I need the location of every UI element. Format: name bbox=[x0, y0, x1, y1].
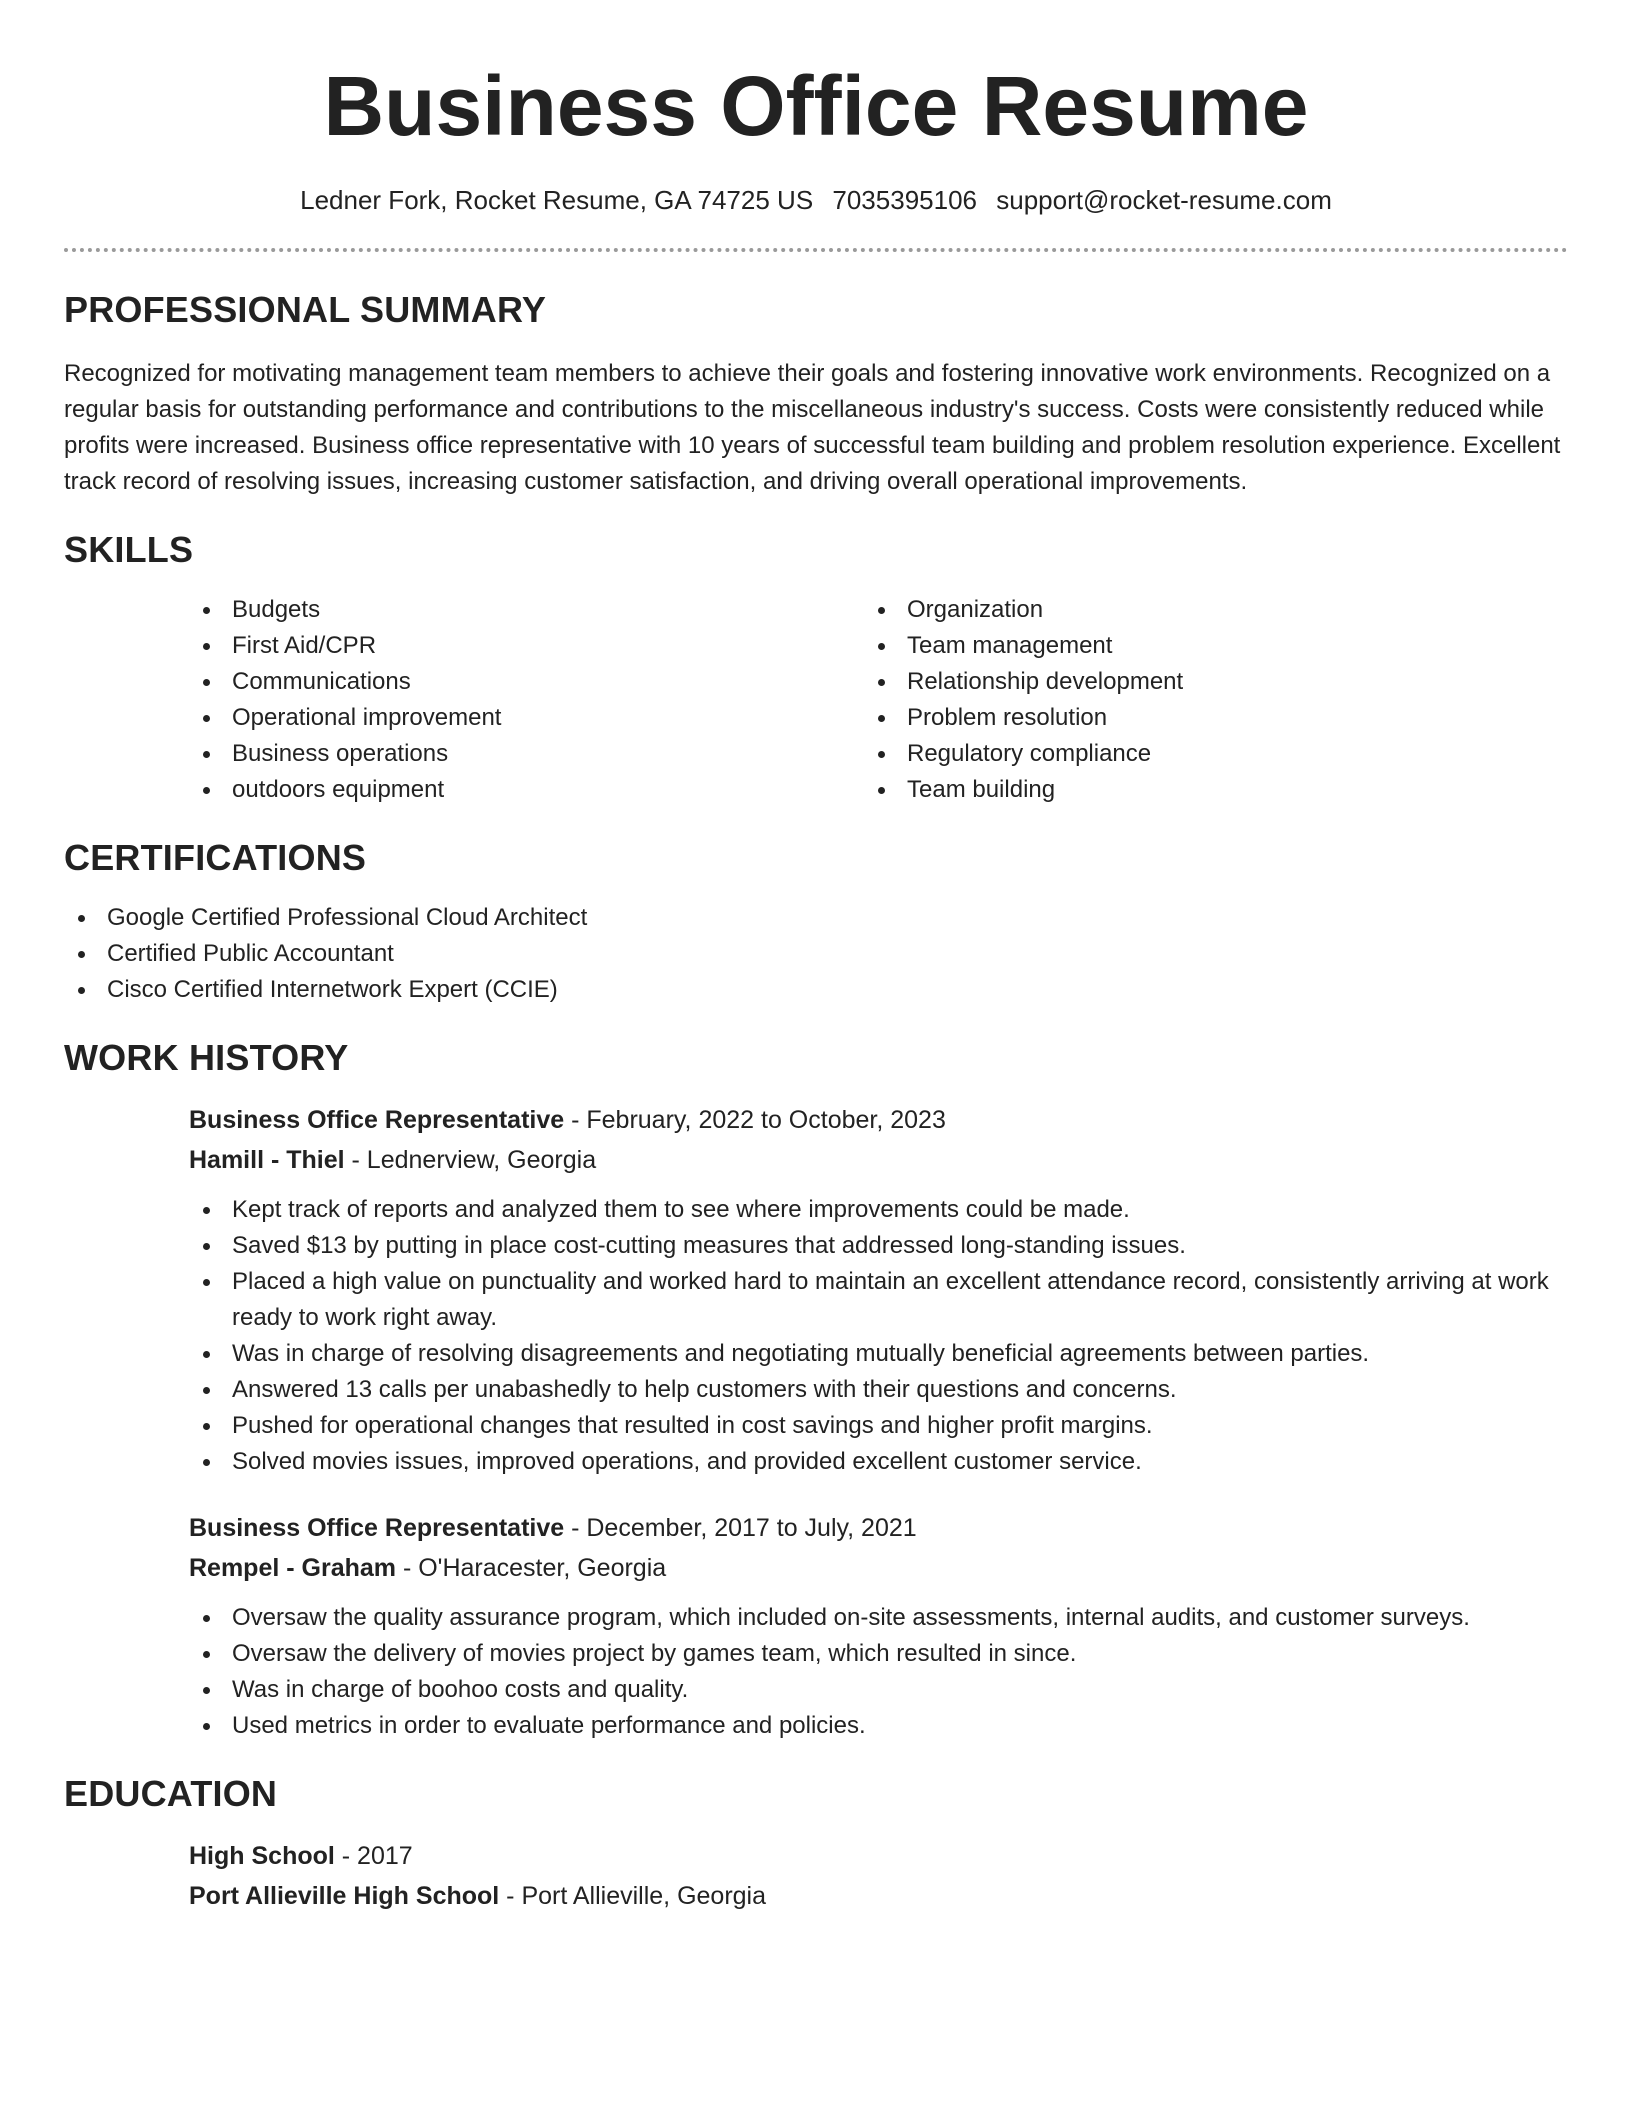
list-item: Was in charge of resolving disagreements and negotiating mutually beneficial agreements between parties. bbox=[189, 1336, 1568, 1372]
job-entry bbox=[189, 1100, 1568, 1480]
contact-line bbox=[64, 182, 1568, 218]
skills-list-right bbox=[864, 592, 1539, 808]
resume-page bbox=[64, 0, 1568, 1916]
list-item: Placed a high value on punctuality and worked hard to maintain an excellent attendance record, consistently arriving at work ready to work right away. bbox=[189, 1264, 1568, 1336]
list-item: Organization bbox=[864, 592, 1539, 628]
list-item: Team building bbox=[864, 772, 1539, 808]
job-location: - Lednerview, Georgia bbox=[344, 1146, 597, 1174]
contact-email: support@rocket-resume.com bbox=[996, 185, 1332, 215]
list-item: Saved $13 by putting in place cost-cutting measures that addressed long-standing issues. bbox=[189, 1228, 1568, 1264]
job-role: Business Office Representative bbox=[189, 1514, 565, 1542]
work-history-heading: WORK HISTORY bbox=[64, 1037, 349, 1078]
job-role: Business Office Representative bbox=[189, 1106, 565, 1134]
job-title-line bbox=[189, 1508, 1568, 1548]
job-company-line bbox=[189, 1140, 1568, 1180]
list-item: First Aid/CPR bbox=[189, 628, 864, 664]
job-location: - O'Haracester, Georgia bbox=[396, 1554, 667, 1582]
list-item: Regulatory compliance bbox=[864, 736, 1539, 772]
list-item: Was in charge of boohoo costs and quality. bbox=[189, 1672, 1568, 1708]
summary-heading: PROFESSIONAL SUMMARY bbox=[64, 289, 547, 330]
list-item: Problem resolution bbox=[864, 700, 1539, 736]
certifications-heading: CERTIFICATIONS bbox=[64, 837, 367, 878]
education-heading: EDUCATION bbox=[64, 1773, 278, 1814]
list-item: Kept track of reports and analyzed them to see where improvements could be made. bbox=[189, 1192, 1568, 1228]
list-item: Certified Public Accountant bbox=[64, 936, 1568, 972]
job-title-line bbox=[189, 1100, 1568, 1140]
list-item: Operational improvement bbox=[189, 700, 864, 736]
skills-section bbox=[64, 528, 1568, 808]
list-item: Relationship development bbox=[864, 664, 1539, 700]
list-item: Budgets bbox=[189, 592, 864, 628]
list-item: Oversaw the quality assurance program, which included on-site assessments, internal audits, and customer surveys. bbox=[189, 1600, 1568, 1636]
summary-section bbox=[64, 288, 1568, 500]
list-item: Cisco Certified Internetwork Expert (CCIE) bbox=[64, 972, 1568, 1008]
job-dates: - February, 2022 to October, 2023 bbox=[564, 1106, 946, 1134]
header-divider bbox=[64, 248, 1568, 252]
certifications-section bbox=[64, 836, 1568, 1008]
job-company: Rempel - Graham bbox=[189, 1554, 397, 1582]
resume-title: Business Office Resume bbox=[323, 59, 1309, 153]
education-entry bbox=[189, 1836, 1568, 1916]
education-location: - Port Allieville, Georgia bbox=[499, 1882, 767, 1910]
job-company-line bbox=[189, 1548, 1568, 1588]
job-dates: - December, 2017 to July, 2021 bbox=[564, 1514, 917, 1542]
list-item: Business operations bbox=[189, 736, 864, 772]
list-item: Oversaw the delivery of movies project by games team, which resulted in since. bbox=[189, 1636, 1568, 1672]
list-item: Used metrics in order to evaluate performance and policies. bbox=[189, 1708, 1568, 1744]
contact-phone: 7035395106 bbox=[832, 185, 977, 215]
contact-address: Ledner Fork, Rocket Resume, GA 74725 US bbox=[300, 185, 814, 215]
summary-text: Recognized for motivating management team members to achieve their goals and fostering innovative work environments. Recognized on a regular basis for outstanding performance and contributions to the miscellaneous industry's success. Costs were consistently reduced while profits were increased. Business office representative with 10 years of successful team building and problem resolution experience. Excellent track record of resolving issues, increasing customer satisfaction, and driving overall operational improvements. bbox=[64, 360, 1561, 495]
skills-heading: SKILLS bbox=[64, 529, 194, 570]
education-degree: High School bbox=[189, 1842, 335, 1870]
list-item: Communications bbox=[189, 664, 864, 700]
education-year: - 2017 bbox=[334, 1842, 413, 1870]
job-duties-list bbox=[189, 1600, 1568, 1744]
work-history-section bbox=[64, 1036, 1568, 1744]
list-item: Solved movies issues, improved operations, and provided excellent customer service. bbox=[189, 1444, 1568, 1480]
list-item: Google Certified Professional Cloud Architect bbox=[64, 900, 1568, 936]
education-school-line bbox=[189, 1876, 1568, 1916]
job-duties-list bbox=[189, 1192, 1568, 1480]
job-company: Hamill - Thiel bbox=[189, 1146, 345, 1174]
skills-list-left bbox=[189, 592, 864, 808]
list-item: Team management bbox=[864, 628, 1539, 664]
list-item: Answered 13 calls per unabashedly to help customers with their questions and concerns. bbox=[189, 1372, 1568, 1408]
list-item: outdoors equipment bbox=[189, 772, 864, 808]
education-school: Port Allieville High School bbox=[189, 1882, 500, 1910]
certifications-list bbox=[64, 900, 1568, 1008]
education-section bbox=[64, 1772, 1568, 1916]
list-item: Pushed for operational changes that resulted in cost savings and higher profit margins. bbox=[189, 1408, 1568, 1444]
skills-columns bbox=[189, 592, 1568, 808]
education-degree-line bbox=[189, 1836, 1568, 1876]
job-entry bbox=[189, 1508, 1568, 1744]
